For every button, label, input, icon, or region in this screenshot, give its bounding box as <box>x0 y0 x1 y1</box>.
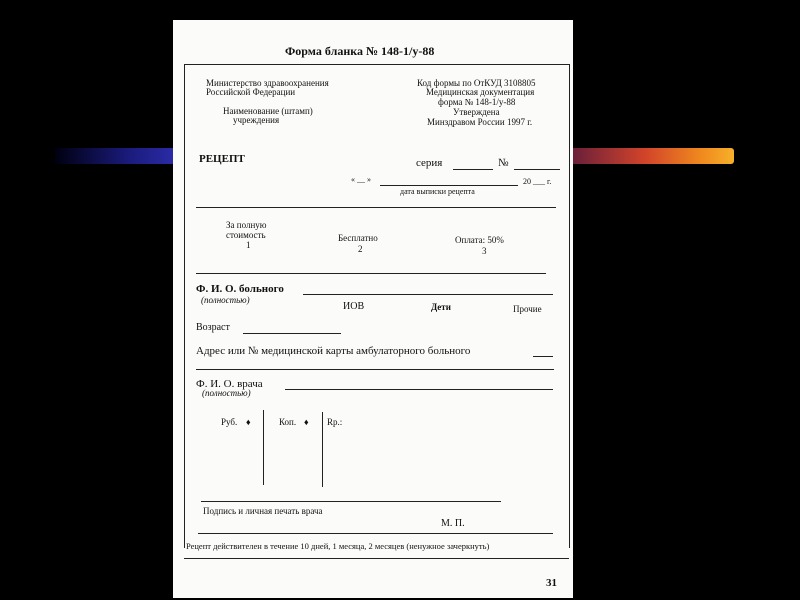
form-border-left <box>184 64 185 548</box>
accent-bar-left <box>55 148 175 164</box>
form-code-line1: Код формы по ОтКУД 3108805 <box>417 78 536 88</box>
form-code-line2: Медицинская документация <box>426 87 535 97</box>
date-day-quote: « __ » <box>351 175 371 184</box>
form-border-bottom <box>184 558 569 559</box>
accent-bar-right <box>573 148 734 164</box>
validity-text: Рецепт действителен в течение 10 дней, 1 месяца, 2 месяцев (ненужное зачеркнуть) <box>186 541 490 551</box>
rp-area-bottom-line <box>201 501 501 502</box>
kop-diamond-icon: ♦ <box>304 417 309 427</box>
stamp-line1: Наименование (штамп) <box>223 106 313 116</box>
age-input-line[interactable] <box>243 333 341 334</box>
address-input-line[interactable] <box>533 356 553 357</box>
form-border-right <box>569 64 570 548</box>
divider-line-4 <box>198 533 553 534</box>
divider-line-2 <box>196 273 546 274</box>
free-number: 2 <box>358 244 363 254</box>
full-cost-line1: За полную <box>226 220 267 230</box>
rub-label: Руб. <box>221 417 238 427</box>
ministry-line1: Министерство здравоохранения <box>206 78 329 88</box>
stamp-line2: учреждения <box>233 115 280 125</box>
form-code-line5: Минздравом России 1997 г. <box>427 117 533 127</box>
divider-line-1 <box>196 207 556 208</box>
signature-label: Подпись и личная печать врача <box>203 506 323 516</box>
patient-name-label: Ф. И. О. больного <box>196 283 284 295</box>
form-title: Форма бланка № 148-1/у-88 <box>285 44 435 58</box>
kop-label: Коп. <box>279 417 297 427</box>
series-input-line[interactable] <box>453 169 493 170</box>
patient-full-note: (полностью) <box>201 295 250 305</box>
iov-label: ИОВ <box>343 301 365 312</box>
free-label: Бесплатно <box>338 233 378 243</box>
date-input-line[interactable] <box>380 185 518 186</box>
doctor-name-input-line[interactable] <box>285 389 553 390</box>
other-label: Прочие <box>513 304 542 314</box>
date-caption: дата выписки рецепта <box>400 187 475 196</box>
doctor-full-note: (полностью) <box>202 388 251 398</box>
form-code-line4: Утверждена <box>453 107 500 117</box>
doctor-name-label: Ф. И. О. врача <box>196 378 263 390</box>
payment-50-label: Оплата: 50% <box>455 235 504 245</box>
full-cost-number: 1 <box>246 240 251 250</box>
page-number: 31 <box>546 577 557 589</box>
kop-column-divider <box>322 412 323 487</box>
ministry-line2: Российской Федерации <box>206 87 296 97</box>
full-cost-line2: стоимость <box>226 230 266 240</box>
address-label: Адрес или № медицинской карты амбулаторного больного <box>196 345 471 357</box>
number-sign: № <box>498 157 509 169</box>
divider-line-3 <box>196 369 554 370</box>
number-input-line[interactable] <box>514 169 560 170</box>
form-code-line3: форма № 148-1/у-88 <box>438 97 516 107</box>
form-border-top <box>184 64 569 65</box>
year-label: 20 ___ г. <box>523 177 552 186</box>
children-label: Дети <box>431 302 451 312</box>
rub-column-divider <box>263 410 264 485</box>
recipe-heading: РЕЦЕПТ <box>199 153 245 165</box>
rub-diamond-icon: ♦ <box>246 417 251 427</box>
age-label: Возраст <box>196 322 230 333</box>
payment-50-number: 3 <box>482 246 487 256</box>
patient-name-input-line[interactable] <box>303 294 553 295</box>
series-label: серия <box>416 157 443 169</box>
rp-label: Rp.: <box>327 417 343 427</box>
prescription-form-sheet <box>173 20 573 598</box>
seal-label: М. П. <box>441 518 465 529</box>
